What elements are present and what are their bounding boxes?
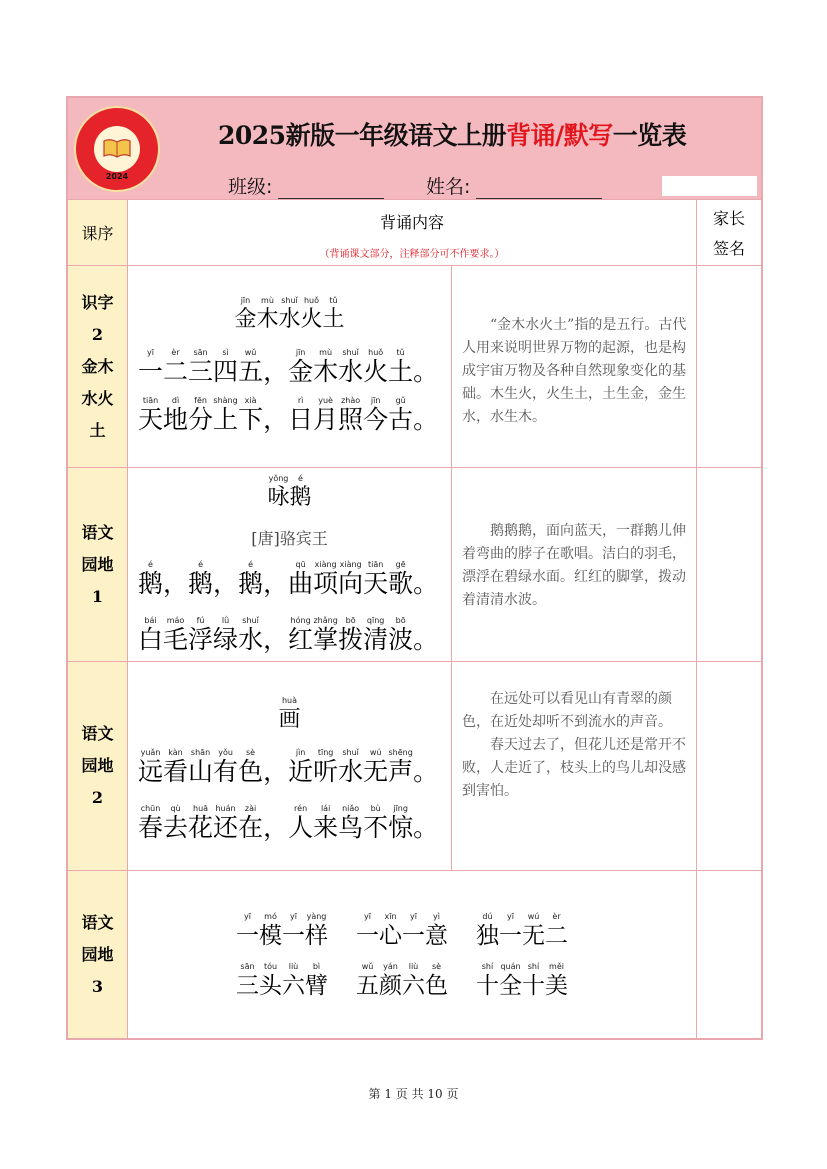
hanzi-with-pinyin: xiàng 向 [338, 560, 364, 598]
hanzi-with-pinyin: yī 一 [236, 912, 259, 949]
idiom-line [236, 962, 568, 1000]
page-title: 2025新版一年级语文上册背诵/默写一览表 [218, 121, 687, 150]
lesson-label: 识字 [81, 292, 114, 312]
hanzi-with-pinyin: yán 颜 [379, 962, 402, 999]
hanzi-with-pinyin: rì 日 [288, 396, 314, 434]
hanzi-with-pinyin: sè 色 [238, 748, 264, 786]
hanzi-with-pinyin: é 鹅 [188, 560, 214, 598]
punctuation: ， [263, 405, 289, 434]
explanation-paragraph: 春天过去了，但花儿还是常开不败，人走近了，枝头上的鸟儿却没感到害怕。 [462, 737, 686, 799]
verse-line [138, 804, 438, 842]
punctuation: 。 [413, 405, 439, 434]
punctuation: 。 [413, 813, 439, 842]
hanzi-with-pinyin: bái 白 [138, 616, 164, 654]
hanzi-with-pinyin: sān 三 [188, 348, 214, 386]
lesson-cell-1 [68, 265, 128, 467]
explanation-text [462, 520, 690, 612]
poem-title-yonge [128, 474, 451, 512]
poem-title-hua [128, 696, 451, 734]
parent-signature-header: 家长 签名 [696, 199, 761, 265]
poem-author: [唐]骆宾王 [251, 529, 328, 548]
punctuation: ， [263, 569, 289, 598]
hanzi-with-pinyin: fēn 分 [188, 396, 214, 434]
lesson-label: 园地 [81, 554, 114, 574]
hanzi-with-pinyin: yǒng 咏 [267, 474, 290, 510]
hanzi-with-pinyin: niǎo 鸟 [338, 804, 364, 842]
hanzi-with-pinyin: fú 浮 [188, 616, 214, 654]
hanzi-with-pinyin: chūn 春 [138, 804, 164, 842]
hanzi-with-pinyin: liù 六 [402, 962, 425, 999]
explanation-text [462, 314, 690, 429]
name-blank[interactable] [476, 180, 602, 199]
lesson-cell-3 [68, 661, 128, 870]
name-field[interactable] [426, 172, 602, 199]
punctuation: ， [263, 625, 289, 654]
class-blank[interactable] [278, 180, 384, 199]
hanzi-with-pinyin: rén 人 [288, 804, 314, 842]
hanzi-with-pinyin: é 鹅 [238, 560, 264, 598]
hanzi-with-pinyin: jīn 今 [363, 396, 389, 434]
hanzi-with-pinyin: bō 拨 [338, 616, 364, 654]
lesson-label: 语文 [81, 912, 114, 932]
class-label: 班级: [228, 176, 273, 198]
hanzi-with-pinyin: èr 二 [163, 348, 189, 386]
punctuation: ， [213, 569, 239, 598]
lesson-label: 土 [89, 420, 106, 440]
hanzi-with-pinyin: huǒ 火 [363, 348, 389, 386]
explanation-paragraph: 鹅鹅鹅，面向蓝天，一群鹅儿伸着弯曲的脖子在歌唱。洁白的羽毛，漂浮在碧绿水面。红红的脚掌，拨动着清清水波。 [462, 523, 686, 608]
punctuation: ， [263, 357, 289, 386]
lesson-label: 园地 [81, 944, 114, 964]
hanzi-with-pinyin: gǔ 古 [388, 396, 414, 434]
hanzi-with-pinyin: dú 独 [476, 912, 499, 949]
punctuation: 。 [413, 757, 439, 786]
hanzi-with-pinyin: yī 一 [402, 912, 425, 949]
hanzi-with-pinyin: jīng 惊 [388, 804, 414, 842]
hanzi-with-pinyin: huà 画 [278, 696, 301, 732]
hanzi-with-pinyin: wú 无 [363, 748, 389, 786]
hanzi-with-pinyin: yuǎn 远 [138, 748, 164, 786]
hanzi-with-pinyin: xiàng 项 [313, 560, 339, 598]
hanzi-with-pinyin: tóu 头 [259, 962, 282, 999]
punctuation: ， [263, 813, 289, 842]
recitation-table [66, 96, 763, 1040]
punctuation: 。 [413, 625, 439, 654]
hanzi-with-pinyin: qīng 清 [363, 616, 389, 654]
lesson-cell-4 [68, 870, 128, 1038]
lesson-label: 金木 [81, 356, 114, 376]
hanzi-with-pinyin: é 鹅 [289, 474, 312, 510]
hanzi-with-pinyin: gē 歌 [388, 560, 414, 598]
hanzi-with-pinyin: huā 花 [188, 804, 214, 842]
punctuation: 。 [413, 569, 439, 598]
hanzi-with-pinyin: dì 地 [163, 396, 189, 434]
name-label: 姓名: [426, 176, 471, 198]
hanzi-with-pinyin: shuǐ 水 [278, 296, 301, 332]
hanzi-with-pinyin: tiān 天 [138, 396, 164, 434]
hanzi-with-pinyin: xīn 心 [379, 912, 402, 949]
hanzi-with-pinyin: èr 二 [545, 912, 568, 949]
punctuation: ， [263, 757, 289, 786]
lesson-label: 3 [91, 976, 104, 996]
hanzi-with-pinyin: shí 十 [476, 962, 499, 999]
explanation-paragraph: 在远处可以看见山有青翠的颜色，在近处却听不到流水的声音。 [462, 691, 672, 730]
lesson-label: 2 [91, 324, 104, 344]
lesson-label: 园地 [81, 756, 114, 775]
hanzi-with-pinyin: huán 还 [213, 804, 239, 842]
hanzi-with-pinyin: tīng 听 [313, 748, 339, 786]
hanzi-with-pinyin: shēng 声 [388, 748, 414, 786]
lesson-label: 语文 [81, 724, 114, 743]
hanzi-with-pinyin: sè 色 [425, 962, 448, 999]
hanzi-with-pinyin: máo 毛 [163, 616, 189, 654]
hanzi-with-pinyin: kàn 看 [163, 748, 189, 786]
hanzi-with-pinyin: huǒ 火 [300, 296, 323, 332]
hanzi-with-pinyin: qù 去 [163, 804, 189, 842]
hanzi-with-pinyin: mó 模 [259, 912, 282, 949]
verse-line [138, 348, 438, 386]
hanzi-with-pinyin: yàng 样 [305, 912, 328, 949]
hanzi-with-pinyin: tiān 天 [363, 560, 389, 598]
hanzi-with-pinyin: shān 山 [188, 748, 214, 786]
hanzi-with-pinyin: wǔ 五 [238, 348, 264, 386]
hanzi-with-pinyin: qū 曲 [288, 560, 314, 598]
hanzi-with-pinyin: wú 无 [522, 912, 545, 949]
hanzi-with-pinyin: liù 六 [282, 962, 305, 999]
hanzi-with-pinyin: yī 一 [356, 912, 379, 949]
hanzi-with-pinyin: mù 木 [313, 348, 339, 386]
hanzi-with-pinyin: shàng 上 [213, 396, 239, 434]
hanzi-with-pinyin: yǒu 有 [213, 748, 239, 786]
hanzi-with-pinyin: quán 全 [499, 962, 522, 999]
hanzi-with-pinyin: yī 一 [282, 912, 305, 949]
hanzi-with-pinyin: tǔ 土 [322, 296, 345, 332]
hanzi-with-pinyin: jìn 近 [288, 748, 314, 786]
hanzi-with-pinyin: yī 一 [138, 348, 164, 386]
verse-line [138, 616, 438, 654]
explanation-text [462, 688, 690, 803]
verse-line [138, 560, 438, 598]
white-box [662, 176, 757, 196]
lesson-label: 语文 [81, 522, 114, 542]
lesson-label: 1 [91, 586, 104, 606]
hanzi-with-pinyin: wǔ 五 [356, 962, 379, 999]
hanzi-with-pinyin: é 鹅 [138, 560, 164, 598]
hanzi-with-pinyin: shí 十 [522, 962, 545, 999]
punctuation: ， [163, 569, 189, 598]
hanzi-with-pinyin: xià 下 [238, 396, 264, 434]
lesson-label: 水火 [81, 388, 114, 408]
poem-title-jinmushuihuotu [128, 296, 451, 334]
hanzi-with-pinyin: měi 美 [545, 962, 568, 999]
hanzi-with-pinyin: lǜ 绿 [213, 616, 239, 654]
hanzi-with-pinyin: bì 臂 [305, 962, 328, 999]
hanzi-with-pinyin: jīn 金 [288, 348, 314, 386]
book-icon [103, 138, 131, 158]
idiom-line [236, 912, 568, 950]
table-header [68, 98, 761, 199]
explanation-paragraph: “金木水火土”指的是五行。古代人用来说明世界万物的起源，也是构成宇宙万物及各种自然现象变化的基础。木生火，火生土，土生金，金生水，水生木。 [462, 317, 687, 425]
punctuation: 。 [413, 357, 439, 386]
content-note: （背诵课文部分，注释部分可不作要求。） [319, 249, 505, 260]
hanzi-with-pinyin: zhào 照 [338, 396, 364, 434]
hanzi-with-pinyin: mù 木 [256, 296, 279, 332]
hanzi-with-pinyin: zài 在 [238, 804, 264, 842]
hanzi-with-pinyin: hóng 红 [288, 616, 314, 654]
hanzi-with-pinyin: jīn 金 [234, 296, 257, 332]
hanzi-with-pinyin: shuǐ 水 [338, 748, 364, 786]
hanzi-with-pinyin: bù 不 [363, 804, 389, 842]
lesson-column-header: 课序 [68, 199, 128, 265]
hanzi-with-pinyin: tǔ 土 [388, 348, 414, 386]
lesson-label: 2 [91, 788, 104, 807]
hanzi-with-pinyin: shuǐ 水 [338, 348, 364, 386]
hanzi-with-pinyin: yì 意 [425, 912, 448, 949]
title-highlight: 背诵/默写 [506, 121, 613, 150]
hanzi-with-pinyin: sì 四 [213, 348, 239, 386]
hanzi-with-pinyin: lái 来 [313, 804, 339, 842]
seal-year: 2024 [105, 172, 129, 181]
verse-line [138, 396, 438, 434]
content-column-header: 背诵内容 （背诵课文部分，注释部分可不作要求。） [128, 199, 696, 265]
class-field[interactable] [228, 172, 384, 199]
hanzi-with-pinyin: bō 波 [388, 616, 414, 654]
hanzi-with-pinyin: yuè 月 [313, 396, 339, 434]
textbook-seal-logo [74, 106, 160, 192]
hanzi-with-pinyin: sān 三 [236, 962, 259, 999]
hanzi-with-pinyin: shuǐ 水 [238, 616, 264, 654]
lesson-cell-2 [68, 467, 128, 661]
hanzi-with-pinyin: zhǎng 掌 [313, 616, 339, 654]
verse-line [138, 748, 438, 786]
page-footer: 第 1 页 共 10 页 [368, 1087, 459, 1101]
hanzi-with-pinyin: yī 一 [499, 912, 522, 949]
